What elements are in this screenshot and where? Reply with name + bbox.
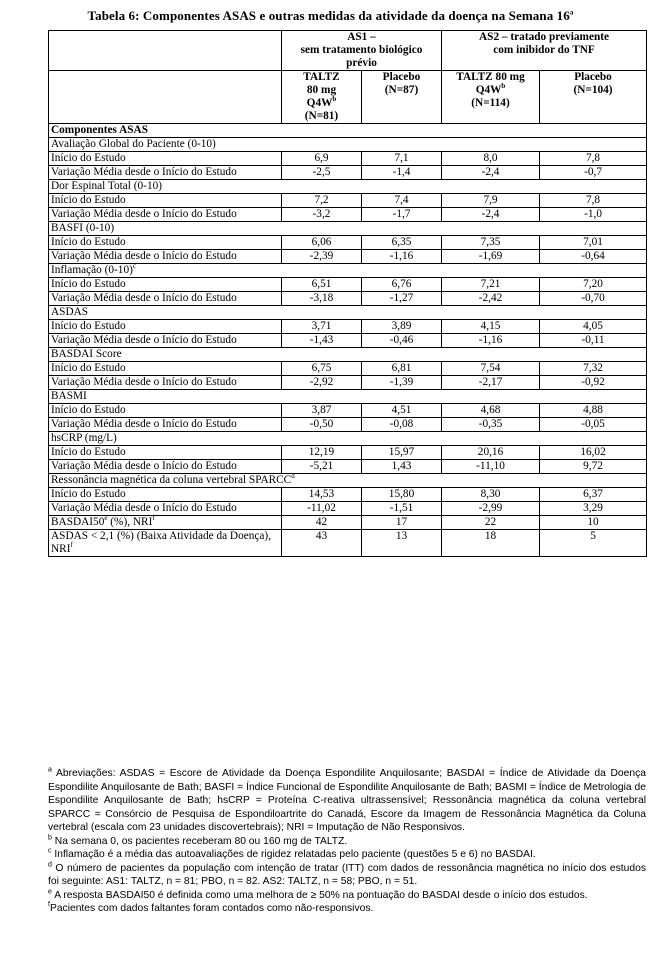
baseline-value: 7,21 [442, 278, 540, 292]
measure-name-cell [49, 390, 647, 404]
baseline-label: Início do Estudo [49, 446, 282, 460]
change-value: -0,35 [442, 418, 540, 432]
response-value: 17 [362, 516, 442, 530]
baseline-value: 3,87 [282, 404, 362, 418]
footnote-mark: a [48, 766, 52, 774]
change-value: -0,05 [540, 418, 647, 432]
change-value: -1,51 [362, 502, 442, 516]
measure-name: Ressonância magnética da coluna vertebral SPARCC [51, 474, 292, 486]
change-value: -2,99 [442, 502, 540, 516]
change-row [49, 292, 647, 306]
change-label: Variação Média desde o Início do Estudo [49, 502, 282, 516]
response-row [49, 530, 647, 557]
change-label: Variação Média desde o Início do Estudo [49, 166, 282, 180]
footnote-mark: f [48, 901, 50, 909]
baseline-value: 7,4 [362, 194, 442, 208]
title-footnote-mark: a [569, 8, 574, 17]
footnote [48, 862, 646, 889]
measure-title-row [49, 348, 647, 362]
change-label: Variação Média desde o Início do Estudo [49, 334, 282, 348]
footnote-text: Abreviações: ASDAS = Escore de Atividade da Doença Espondilite Anquilosante; BASDAI = Índice de Atividade da Doença Espondilite Anquilosante de Bath; BASFI = Índice Funcional de Espondilite Anquilosante de Bath; BASMI = Índice de Metrologia de Espondilite Anquilosante de Bath; hsCRP = Proteína C-reativa ultrassensível; Ressonância magnética da coluna vertebral SPARCC = Consórcio de Pesquisa de Espondiloartrite do Canadá, Escore da Imagem de Ressonância Magnética da Coluna vertebral (escala com 23 unidades discovertebrais); NRI = Imputação de Não Responsivos. [48, 768, 646, 833]
change-value: -1,4 [362, 166, 442, 180]
measure-footnote-mark: c [132, 262, 136, 271]
footnote-mark: e [48, 888, 52, 896]
footnote [48, 889, 646, 903]
measure-name: Dor Espinal Total (0-10) [51, 180, 163, 192]
baseline-row [49, 446, 647, 460]
response-value: 5 [540, 530, 647, 557]
col2-n: (N=87) [384, 84, 419, 96]
measure-name: ASDAS [51, 306, 89, 318]
change-value: -0,50 [282, 418, 362, 432]
change-value: -2,4 [442, 166, 540, 180]
change-label: Variação Média desde o Início do Estudo [49, 376, 282, 390]
change-value: -2,92 [282, 376, 362, 390]
change-label: Variação Média desde o Início do Estudo [49, 292, 282, 306]
change-value: -11,02 [282, 502, 362, 516]
change-value: -2,42 [442, 292, 540, 306]
change-value: -1,39 [362, 376, 442, 390]
change-value: -3,18 [282, 292, 362, 306]
baseline-value: 4,88 [540, 404, 647, 418]
change-value: -2,39 [282, 250, 362, 264]
change-value: 3,29 [540, 502, 647, 516]
footnotes [48, 767, 646, 916]
footnote-mark: c [48, 847, 52, 855]
as1-line1: AS1 – [347, 31, 376, 43]
change-value: -1,43 [282, 334, 362, 348]
measure-title-row [49, 474, 647, 488]
measure-title-row [49, 138, 647, 152]
change-row [49, 208, 647, 222]
baseline-value: 7,2 [282, 194, 362, 208]
response-suffix-mark: f [152, 514, 155, 523]
baseline-value: 7,32 [540, 362, 647, 376]
group-header-row [49, 31, 647, 71]
measure-title-row [49, 264, 647, 278]
baseline-value: 7,54 [442, 362, 540, 376]
col1-line2: 80 mg [306, 84, 337, 96]
response-label-cell [49, 516, 282, 530]
baseline-value: 3,89 [362, 320, 442, 334]
table-title [0, 8, 661, 24]
as2-group-header [442, 31, 647, 71]
col1-line1: TALTZ [303, 71, 340, 83]
change-value: 1,43 [362, 460, 442, 474]
change-label: Variação Média desde o Início do Estudo [49, 418, 282, 432]
response-suffix: (%), NRI [107, 516, 153, 528]
table-title-text: Tabela 6: Componentes ASAS e outras medidas da atividade da doença na Semana 16 [87, 8, 570, 23]
change-label: Variação Média desde o Início do Estudo [49, 208, 282, 222]
change-value: -1,16 [442, 334, 540, 348]
col3-line1: TALTZ 80 mg [456, 71, 525, 83]
change-row [49, 502, 647, 516]
change-value: -1,69 [442, 250, 540, 264]
response-value: 18 [442, 530, 540, 557]
baseline-row [49, 236, 647, 250]
baseline-label: Início do Estudo [49, 404, 282, 418]
baseline-value: 6,81 [362, 362, 442, 376]
change-row [49, 334, 647, 348]
change-value: -2,17 [442, 376, 540, 390]
baseline-value: 8,0 [442, 152, 540, 166]
measure-name-cell [49, 180, 647, 194]
baseline-value: 6,06 [282, 236, 362, 250]
measure-name-cell [49, 432, 647, 446]
footnote-mark: d [48, 861, 52, 869]
measure-name-cell [49, 264, 647, 278]
baseline-value: 4,51 [362, 404, 442, 418]
change-value: -0,08 [362, 418, 442, 432]
col-taltz-as1 [282, 71, 362, 124]
baseline-value: 6,76 [362, 278, 442, 292]
footnote [48, 902, 646, 916]
col2-line1: Placebo [382, 71, 421, 83]
col1-q4w: Q4W [306, 97, 333, 109]
response-value: 22 [442, 516, 540, 530]
baseline-row [49, 278, 647, 292]
baseline-value: 12,19 [282, 446, 362, 460]
baseline-value: 6,37 [540, 488, 647, 502]
baseline-value: 6,35 [362, 236, 442, 250]
change-row [49, 250, 647, 264]
measure-title-row [49, 390, 647, 404]
baseline-value: 15,97 [362, 446, 442, 460]
baseline-value: 20,16 [442, 446, 540, 460]
baseline-value: 16,02 [540, 446, 647, 460]
measure-title-row [49, 432, 647, 446]
change-value: -0,11 [540, 334, 647, 348]
baseline-value: 7,1 [362, 152, 442, 166]
col3-line2 [444, 84, 537, 97]
change-label: Variação Média desde o Início do Estudo [49, 250, 282, 264]
footnote [48, 767, 646, 835]
measure-footnote-mark: d [291, 472, 295, 481]
footnote-text: Na semana 0, os pacientes receberam 80 ou 160 mg de TALTZ. [51, 835, 348, 847]
baseline-label: Início do Estudo [49, 236, 282, 250]
response-value: 10 [540, 516, 647, 530]
baseline-label: Início do Estudo [49, 152, 282, 166]
change-row [49, 418, 647, 432]
baseline-value: 7,8 [540, 152, 647, 166]
baseline-row [49, 152, 647, 166]
change-value: -0,92 [540, 376, 647, 390]
baseline-label: Início do Estudo [49, 488, 282, 502]
baseline-label: Início do Estudo [49, 362, 282, 376]
footnote-text: O número de pacientes da população com intenção de tratar (ITT) com dados de ressonância magnética no início dos estudos foi seguinte: AS1: TALTZ, n = 81; PBO, n = 82. AS2: TALTZ, n = 58; PBO, n = 51. [48, 862, 646, 887]
as1-line3: prévio [346, 57, 377, 69]
results-table [48, 30, 647, 557]
response-value: 13 [362, 530, 442, 557]
measure-title-row [49, 306, 647, 320]
baseline-row [49, 362, 647, 376]
change-value: -1,0 [540, 208, 647, 222]
col1-sup: b [332, 95, 337, 104]
col1-n: (N=81) [304, 110, 339, 122]
footnote [48, 835, 646, 849]
change-label: Variação Média desde o Início do Estudo [49, 460, 282, 474]
response-row [49, 516, 647, 530]
baseline-value: 3,71 [282, 320, 362, 334]
measure-name-cell [49, 138, 647, 152]
footnote-text: Inflamação é a média das autoavaliações de rigidez relatadas pelo paciente (questões 5 e 6) no BASDAI. [51, 849, 536, 860]
measure-name-cell [49, 348, 647, 362]
baseline-row [49, 404, 647, 418]
col-taltz-as2 [442, 71, 540, 124]
baseline-label: Início do Estudo [49, 278, 282, 292]
col3-sup: b [501, 82, 506, 91]
col-placebo-as2 [540, 71, 647, 124]
response-label-cell [49, 530, 282, 557]
measure-name-cell [49, 306, 647, 320]
response-name: ASDAS < 2,1 (%) (Baixa Atividade da Doença), NRI [51, 530, 272, 555]
baseline-value: 15,80 [362, 488, 442, 502]
change-value: -0,46 [362, 334, 442, 348]
baseline-row [49, 488, 647, 502]
measure-title-row [49, 180, 647, 194]
footnote [48, 848, 646, 862]
section-row [49, 124, 647, 138]
change-row [49, 460, 647, 474]
section-title: Componentes ASAS [49, 124, 647, 138]
baseline-value: 4,68 [442, 404, 540, 418]
response-value: 43 [282, 530, 362, 557]
measure-name: BASFI (0-10) [51, 222, 115, 234]
response-footnote-mark: e [104, 514, 108, 523]
measure-name: BASMI [51, 390, 87, 402]
col-placebo-as1 [362, 71, 442, 124]
measure-name-cell [49, 222, 647, 236]
change-value: -2,4 [442, 208, 540, 222]
measure-title-row [49, 222, 647, 236]
change-value: -1,7 [362, 208, 442, 222]
change-value: 9,72 [540, 460, 647, 474]
blank-header-cell [49, 31, 282, 71]
measure-name: Avaliação Global do Paciente (0-10) [51, 138, 216, 150]
change-row [49, 166, 647, 180]
col3-n: (N=114) [471, 97, 510, 109]
baseline-value: 7,9 [442, 194, 540, 208]
footnote-text: A resposta BASDAI50 é definida como uma melhora de ≥ 50% na pontuação do BASDAI desde o início dos estudos. [51, 889, 588, 901]
baseline-value: 7,8 [540, 194, 647, 208]
change-value: -1,27 [362, 292, 442, 306]
baseline-value: 6,51 [282, 278, 362, 292]
change-row [49, 376, 647, 390]
baseline-value: 6,9 [282, 152, 362, 166]
change-value: -3,2 [282, 208, 362, 222]
baseline-value: 7,35 [442, 236, 540, 250]
baseline-value: 4,15 [442, 320, 540, 334]
measure-name: BASDAI Score [51, 348, 122, 360]
as1-line2: sem tratamento biológico [300, 44, 423, 56]
col4-n: (N=104) [573, 84, 613, 96]
baseline-label: Início do Estudo [49, 194, 282, 208]
baseline-row [49, 320, 647, 334]
baseline-value: 7,20 [540, 278, 647, 292]
response-name: BASDAI50 [51, 516, 105, 528]
baseline-row [49, 194, 647, 208]
change-value: -0,64 [540, 250, 647, 264]
footnote-text: Pacientes com dados faltantes foram contados como não-responsivos. [49, 903, 374, 914]
baseline-value: 6,75 [282, 362, 362, 376]
change-value: -11,10 [442, 460, 540, 474]
baseline-value: 4,05 [540, 320, 647, 334]
blank-header-cell [49, 71, 282, 124]
baseline-label: Início do Estudo [49, 320, 282, 334]
measure-name: Inflamação (0-10) [51, 264, 133, 276]
response-value: 42 [282, 516, 362, 530]
change-value: -1,16 [362, 250, 442, 264]
as1-group-header [282, 31, 442, 71]
response-suffix-mark: f [70, 541, 73, 550]
change-value: -0,7 [540, 166, 647, 180]
baseline-value: 14,53 [282, 488, 362, 502]
column-header-row [49, 71, 647, 124]
measure-name: hsCRP (mg/L) [51, 432, 117, 444]
change-value: -2,5 [282, 166, 362, 180]
footnote-mark: b [48, 834, 52, 842]
baseline-value: 7,01 [540, 236, 647, 250]
measure-name-cell [49, 474, 647, 488]
change-value: -0,70 [540, 292, 647, 306]
col4-line1: Placebo [574, 71, 612, 83]
as2-line1: AS2 – tratado previamente [479, 31, 610, 43]
baseline-value: 8,30 [442, 488, 540, 502]
col1-line3 [284, 97, 359, 110]
col3-q4w: Q4W [475, 84, 502, 96]
as2-line2: com inibidor do TNF [493, 44, 595, 56]
change-value: -5,21 [282, 460, 362, 474]
